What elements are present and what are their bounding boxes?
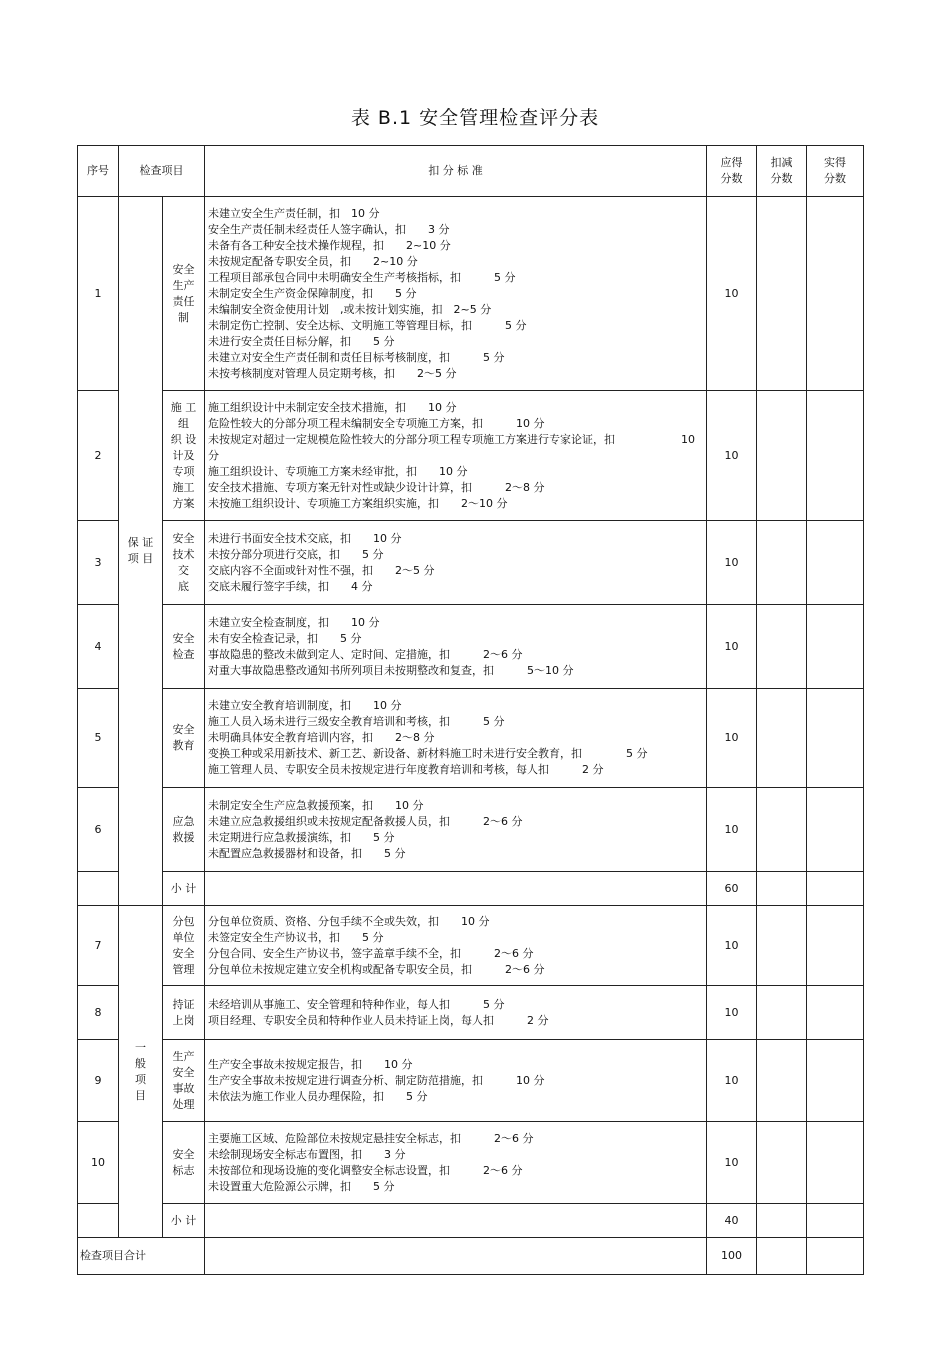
deducted-score	[757, 197, 807, 391]
standard-line: 分	[208, 448, 219, 462]
standard-line: 未建立安全教育培训制度，扣 10 分	[208, 699, 402, 712]
row-number: 8	[78, 986, 119, 1040]
deducted-score	[757, 1122, 807, 1204]
table-row	[78, 605, 864, 689]
standard-line: 工程项目部承包合同中未明确安全生产考核指标，扣 5 分	[208, 270, 516, 284]
row-number: 7	[78, 906, 119, 986]
item-name-text: 安全 标志	[172, 1147, 195, 1177]
due-score: 10	[707, 689, 757, 788]
item-name	[163, 1122, 205, 1204]
item-name-text: 分包 单位 安全 管理	[172, 914, 195, 976]
standard-line: 未制定安全生产应急救援预案，扣 10 分	[208, 798, 424, 812]
total-score: 100	[707, 1238, 757, 1275]
item-name	[163, 197, 205, 391]
standard-line: 交底内容不全面或针对性不强，扣 2～5 分	[208, 563, 435, 577]
item-name	[163, 689, 205, 788]
item-name-text: 应急 救援	[172, 814, 195, 844]
deduction-standard	[205, 605, 707, 689]
deduction-standard	[205, 689, 707, 788]
due-score: 10	[707, 1122, 757, 1204]
total-actual	[807, 1238, 864, 1275]
standard-line: 未建立对安全生产责任制和责任目标考核制度，扣 5 分	[208, 350, 505, 364]
subtotal-label: 小 计	[163, 1204, 205, 1238]
standard-line: 施工人员入场未进行三级安全教育培训和考核，扣 5 分	[208, 715, 505, 728]
subtotal-actual	[807, 872, 864, 906]
subtotal-label: 小 计	[163, 872, 205, 906]
header-row	[78, 146, 864, 197]
item-name-text: 安全 检查	[172, 631, 195, 661]
actual-score	[807, 1122, 864, 1204]
table-row	[78, 1122, 864, 1204]
subtotal-deducted	[757, 872, 807, 906]
standard-line: 未制定安全生产资金保障制度，扣 5 分	[208, 286, 417, 300]
standard-line: 未进行书面安全技术交底，扣 10 分	[208, 531, 402, 545]
due-score: 10	[707, 197, 757, 391]
total-row	[78, 1238, 864, 1275]
standard-line: 安全生产责任制未经责任人签字确认，扣 3 分	[208, 222, 450, 236]
header-actual-score	[807, 146, 864, 197]
actual-score	[807, 689, 864, 788]
row-number: 6	[78, 788, 119, 872]
header-actual-text: 实得 分数	[824, 156, 846, 185]
item-name	[163, 1040, 205, 1122]
standard-line: 未按考核制度对管理人员定期考核，扣 2～5 分	[208, 366, 457, 380]
due-score: 10	[707, 986, 757, 1040]
subtotal-row	[78, 872, 864, 906]
deduction-standard	[205, 1122, 707, 1204]
standard-line: 分包单位资质、资格、分包手续不全或失效，扣 10 分	[208, 914, 490, 928]
item-name	[163, 391, 205, 521]
item-name-text: 安全 技术 交 底	[172, 531, 195, 593]
standard-line: 未进行安全责任目标分解，扣 5 分	[208, 334, 395, 348]
deducted-score	[757, 605, 807, 689]
standard-line: 未按规定配备专职安全员，扣 2~10 分	[208, 254, 418, 268]
actual-score	[807, 605, 864, 689]
deduction-standard	[205, 521, 707, 605]
standard-line: 未定期进行应急救援演练，扣 5 分	[208, 830, 395, 844]
deducted-score	[757, 906, 807, 986]
standard-line: 施工组织设计、专项施工方案未经审批，扣 10 分	[208, 464, 468, 478]
deduction-standard	[205, 788, 707, 872]
actual-score	[807, 788, 864, 872]
deduction-standard	[205, 197, 707, 391]
standard-line: 生产安全事故未按规定报告，扣 10 分	[208, 1057, 413, 1071]
table-row	[78, 391, 864, 521]
total-standard	[205, 1238, 707, 1275]
due-score: 10	[707, 906, 757, 986]
subtotal-number	[78, 1204, 119, 1238]
group-label-text: 保 证 项 目	[127, 536, 154, 565]
item-name-text: 安全 生产 责任 制	[172, 262, 195, 324]
item-name	[163, 605, 205, 689]
due-score: 10	[707, 521, 757, 605]
table-body	[78, 197, 864, 1275]
standard-line: 未备有各工种安全技术操作规程，扣 2~10 分	[208, 238, 451, 252]
standard-line: 未建立安全生产责任制，扣 10 分	[208, 206, 380, 220]
header-due-score	[707, 146, 757, 197]
header-standard: 扣 分 标 准	[205, 146, 707, 197]
deducted-score	[757, 521, 807, 605]
item-name-text: 施 工 组 织 设 计及 专项 施工 方案	[170, 400, 197, 510]
standard-line: 未设置重大危险源公示牌，扣 5 分	[208, 1179, 395, 1193]
deduction-standard	[205, 1040, 707, 1122]
table-row	[78, 1040, 864, 1122]
table-row	[78, 689, 864, 788]
actual-score	[807, 197, 864, 391]
due-score: 10	[707, 788, 757, 872]
row-number: 1	[78, 197, 119, 391]
deducted-score	[757, 1040, 807, 1122]
table-row	[78, 521, 864, 605]
row-number: 2	[78, 391, 119, 521]
actual-score	[807, 1040, 864, 1122]
standard-line: 交底未履行签字手续，扣 4 分	[208, 579, 373, 593]
standard-line: 未有安全检查记录，扣 5 分	[208, 631, 362, 645]
subtotal-standard	[205, 1204, 707, 1238]
standard-line: 危险性较大的分部分项工程未编制安全专项施工方案，扣 10 分	[208, 416, 545, 430]
standard-line: 变换工种或采用新技术、新工艺、新设备、新材料施工时未进行安全教育，扣 5 分	[208, 747, 648, 760]
item-name	[163, 986, 205, 1040]
item-name-text: 安全 教育	[172, 723, 195, 752]
standard-line: 未配置应急救援器材和设备，扣 5 分	[208, 846, 406, 860]
deduction-standard	[205, 391, 707, 521]
actual-score	[807, 521, 864, 605]
total-deducted	[757, 1238, 807, 1275]
standard-line: 未制定伤亡控制、安全达标、文明施工等管理目标，扣 5 分	[208, 318, 527, 332]
standard-line: 未按部位和现场设施的变化调整安全标志设置，扣 2～6 分	[208, 1163, 523, 1177]
item-name	[163, 521, 205, 605]
deducted-score	[757, 391, 807, 521]
header-item: 检查项目	[119, 146, 205, 197]
subtotal-row	[78, 1204, 864, 1238]
row-number: 10	[78, 1122, 119, 1204]
standard-line: 主要施工区域、危险部位未按规定悬挂安全标志，扣 2～6 分	[208, 1131, 534, 1145]
standard-line: 未明确具体安全教育培训内容，扣 2～8 分	[208, 731, 435, 744]
standard-line: 未签定安全生产协议书，扣 5 分	[208, 930, 384, 944]
header-deduct-score	[757, 146, 807, 197]
row-number: 9	[78, 1040, 119, 1122]
standard-line: 未绘制现场安全标志布置图，扣 3 分	[208, 1147, 406, 1161]
row-number: 5	[78, 689, 119, 788]
deduction-standard	[205, 906, 707, 986]
standard-line: 项目经理、专职安全员和特种作业人员未持证上岗，每人扣 2 分	[208, 1013, 549, 1027]
standard-line: 未编制安全资金使用计划 ,或未按计划实施，扣 2~5 分	[208, 302, 492, 316]
standard-line: 分包单位未按规定建立安全机构或配备专职安全员，扣 2～6 分	[208, 962, 545, 976]
standard-line: 未按分部分项进行交底，扣 5 分	[208, 547, 384, 561]
table-row	[78, 906, 864, 986]
deducted-score	[757, 788, 807, 872]
subtotal-actual	[807, 1204, 864, 1238]
score-table	[77, 145, 864, 1275]
actual-score	[807, 391, 864, 521]
group-label	[119, 197, 163, 906]
subtotal-deducted	[757, 1204, 807, 1238]
group-label-text: 一 般 项 目	[135, 1040, 146, 1102]
subtotal-number	[78, 872, 119, 906]
standard-line: 未按规定对超过一定规模危险性较大的分部分项工程专项施工方案进行专家论证，扣 10	[208, 432, 695, 446]
due-score: 10	[707, 605, 757, 689]
due-score: 10	[707, 1040, 757, 1122]
page-title: 表 B.1 安全管理检查评分表	[350, 107, 600, 129]
deduction-standard	[205, 986, 707, 1040]
actual-score	[807, 986, 864, 1040]
header-deduct-text: 扣减 分数	[770, 156, 793, 185]
table-row	[78, 197, 864, 391]
subtotal-score: 60	[707, 872, 757, 906]
standard-line: 生产安全事故未按规定进行调查分析、制定防范措施，扣 10 分	[208, 1073, 545, 1087]
item-name	[163, 788, 205, 872]
item-name-text: 持证 上岗	[172, 997, 195, 1027]
standard-line: 未建立安全检查制度，扣 10 分	[208, 615, 380, 629]
table-row	[78, 986, 864, 1040]
standard-line: 施工管理人员、专职安全员未按规定进行年度教育培训和考核，每人扣 2 分	[208, 763, 604, 776]
standard-line: 施工组织设计中未制定安全技术措施，扣 10 分	[208, 400, 457, 414]
deducted-score	[757, 689, 807, 788]
header-seq: 序号	[78, 146, 119, 197]
deducted-score	[757, 986, 807, 1040]
item-name-text: 生产 安全 事故 处理	[172, 1049, 195, 1111]
group-label	[119, 906, 163, 1238]
due-score: 10	[707, 391, 757, 521]
standard-line: 分包合同、安全生产协议书，签字盖章手续不全，扣 2～6 分	[208, 946, 534, 960]
header-due-text: 应得 分数	[720, 156, 743, 185]
standard-line: 事故隐患的整改未做到定人、定时间、定措施，扣 2～6 分	[208, 647, 523, 661]
actual-score	[807, 906, 864, 986]
row-number: 3	[78, 521, 119, 605]
total-label: 检查项目合计	[78, 1238, 205, 1275]
subtotal-standard	[205, 872, 707, 906]
standard-line: 未经培训从事施工、安全管理和特种作业，每人扣 5 分	[208, 997, 505, 1011]
row-number: 4	[78, 605, 119, 689]
standard-line: 未按施工组织设计、专项施工方案组织实施，扣 2～10 分	[208, 496, 508, 510]
standard-line: 对重大事故隐患整改通知书所列项目未按期整改和复查，扣 5～10 分	[208, 663, 574, 677]
item-name	[163, 906, 205, 986]
subtotal-score: 40	[707, 1204, 757, 1238]
standard-line: 安全技术措施、专项方案无针对性或缺少设计计算，扣 2～8 分	[208, 480, 545, 494]
table-row	[78, 788, 864, 872]
standard-line: 未建立应急救援组织或未按规定配备救援人员，扣 2～6 分	[208, 814, 523, 828]
standard-line: 未依法为施工作业人员办理保险，扣 5 分	[208, 1089, 428, 1103]
